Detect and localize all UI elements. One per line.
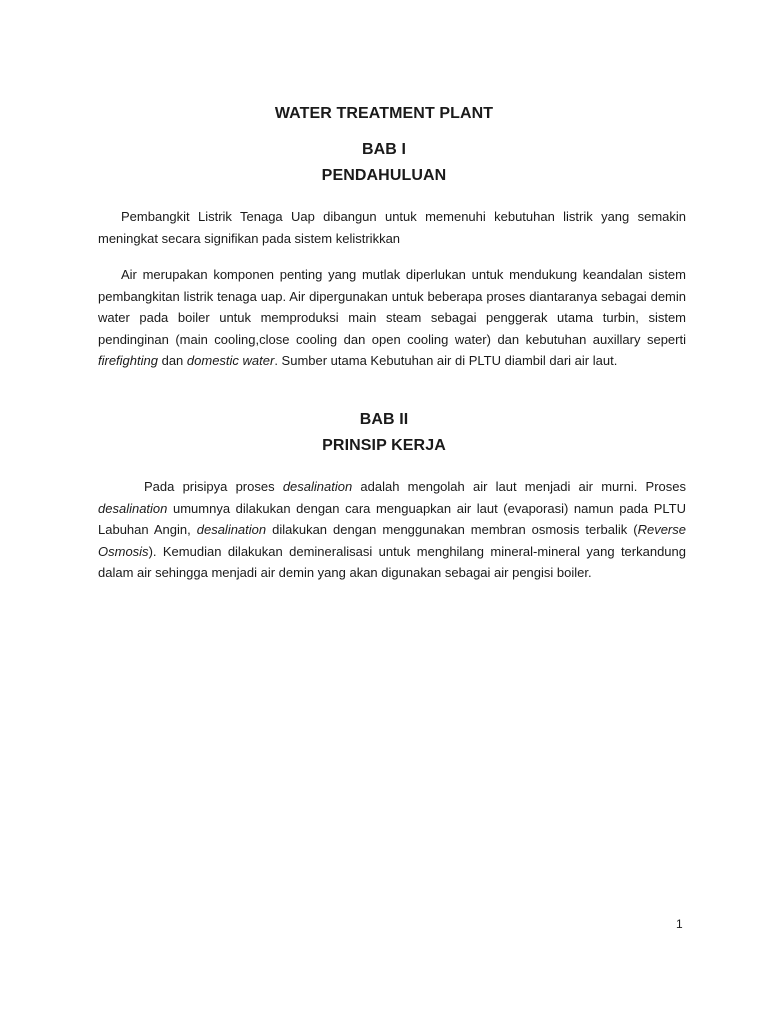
paragraph-emphasis: desalination (282, 479, 353, 494)
chapter2-paragraph-1 (98, 476, 686, 584)
paragraph-text: adalah mengolah air laut menjadi air murni. Proses (352, 479, 686, 494)
paragraph-emphasis: domestic water (186, 353, 275, 368)
document-title: WATER TREATMENT PLANT (274, 105, 494, 122)
paragraph-text: dan (157, 353, 187, 368)
paragraph-text: . Sumber utama Kebutuhan air di PLTU diambil dari air laut. (274, 353, 618, 368)
chapter2-label: BAB II (359, 411, 409, 428)
paragraph-emphasis: desalination (196, 522, 267, 537)
chapter1-heading: PENDAHULUAN (321, 167, 447, 184)
paragraph-emphasis: firefighting (98, 353, 158, 368)
page-number: 1 (676, 917, 683, 931)
chapter1-paragraph-1 (98, 206, 686, 249)
paragraph-emphasis: desalination (98, 500, 168, 516)
paragraph-text: Pada prisipya proses (144, 479, 283, 494)
chapter1-label: BAB I (361, 141, 407, 158)
paragraph-emphasis: Reverse Osmosis (98, 522, 686, 559)
chapter2-heading: PRINSIP KERJA (322, 437, 446, 454)
chapter1-paragraph-1-text: Pembangkit Listrik Tenaga Uap dibangun untuk memenuhi kebutuhan listrik yang semakin meningkat secara signifikan pada sistem kelistrikkan (98, 209, 686, 246)
paragraph-text: Air merupakan komponen penting yang mutlak diperlukan untuk mendukung keandalan sistem pembangkitan listrik tenaga uap. Air dipergunakan untuk beberapa proses diantaranya sebagai demin water pada boiler untuk memproduksi main steam sebagai penggerak utama turbin, sistem pendinginan (main cooling,close cooling dan open cooling water) dan kebutuhan auxillary seperti (98, 267, 686, 347)
paragraph-text: umumnya dilakukan dengan cara menguapkan air laut (evaporasi) namun pada PLTU Labuhan Angin, (98, 500, 686, 537)
chapter1-paragraph-2 (98, 264, 686, 372)
paragraph-text: ). Kemudian dilakukan demineralisasi untuk menghilang mineral-mineral yang terkandung dalam air sehingga menjadi air demin yang akan digunakan sebagai air pengisi boiler. (98, 543, 686, 580)
paragraph-text: dilakukan dengan menggunakan membran osmosis terbalik ( (266, 522, 638, 537)
